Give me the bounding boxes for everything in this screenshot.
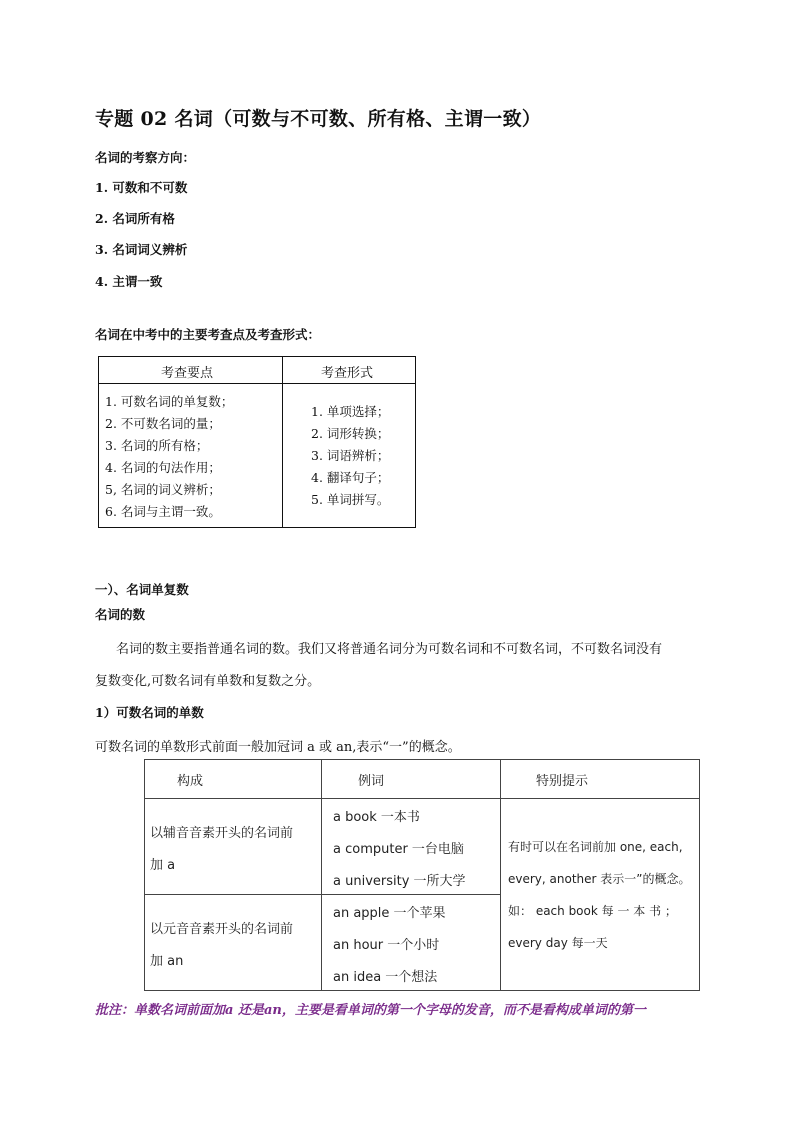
paragraph-line: 名词的数主要指普通名词的数。我们又将普通名词分为可数名词和不可数名词，不可数名词没有: [116, 642, 663, 657]
exam-point: 2. 不可数名词的量；: [105, 416, 221, 431]
exam-table-header-points: 考查要点: [161, 366, 214, 381]
exam-form: 3. 词语辨析；: [311, 448, 390, 463]
exam-form: 4. 翻译句子；: [311, 470, 390, 485]
table-header-tips: 特别提示: [536, 774, 589, 789]
section-heading: 一）、名词单复数: [95, 582, 189, 597]
tip-line: 有时可以在名词前加 one, each,: [508, 840, 683, 854]
exam-table: [98, 356, 416, 528]
exam-form: 1. 单项选择；: [311, 404, 390, 419]
example-cell: an hour 一个小时: [333, 938, 440, 953]
article-table: [144, 759, 700, 991]
exam-point: 4. 名词的句法作用；: [105, 460, 221, 475]
intro-item: 4. 主谓一致: [95, 274, 163, 289]
table-divider: [282, 357, 283, 527]
example-cell: an apple 一个苹果: [333, 906, 446, 921]
table-border: [144, 759, 145, 991]
table-header-examples: 例词: [358, 774, 385, 789]
rule-cell: 以元音音素开头的名词前: [150, 922, 294, 937]
example-cell: a book 一本书: [333, 810, 420, 825]
table-border: [699, 759, 700, 991]
exam-form: 5. 单词拼写。: [311, 492, 390, 507]
tip-line: every day 每一天: [508, 936, 608, 950]
intro-item: 2. 名词所有格: [95, 211, 175, 226]
page-title: 专题 02 名词（可数与不可数、所有格、主谓一致）: [95, 108, 542, 130]
table-header-structure: 构成: [177, 774, 204, 789]
annotation-note: 批注：单数名词前面加a 还是an，主要是看单词的第一个字母的发音，而不是看构成单词的第一: [95, 1003, 646, 1018]
example-cell: an idea 一个想法: [333, 970, 438, 985]
exam-point: 3. 名词的所有格；: [105, 438, 209, 453]
table-border: [144, 990, 700, 991]
rule-cell: 加 an: [150, 954, 184, 969]
example-cell: a computer 一台电脑: [333, 842, 464, 857]
section-subheading: 名词的数: [95, 607, 146, 622]
rule-cell: 加 a: [150, 858, 176, 873]
paragraph-line: 复数变化,可数名词有单数和复数之分。: [95, 674, 321, 689]
intro-item: 3. 名词词义辨析: [95, 242, 188, 257]
intro-item: 1. 可数和不可数: [95, 180, 188, 195]
table-border: [321, 759, 322, 991]
table-border: [144, 894, 500, 895]
subsection-heading: 1）可数名词的单数: [95, 705, 204, 720]
tip-line: 如： each book 每 一 本 书 ；: [508, 904, 677, 918]
exam-table-header-forms: 考查形式: [321, 366, 374, 381]
table-border: [500, 759, 501, 991]
table-border: [144, 759, 700, 760]
exam-form: 2. 词形转换；: [311, 426, 390, 441]
exam-point: 5, 名词的词义辨析；: [105, 482, 221, 497]
intro-heading: 名词的考察方向：: [95, 150, 196, 165]
tip-line: every, another 表示一”的概念。: [508, 872, 691, 886]
exam-point: 1. 可数名词的单复数；: [105, 394, 234, 409]
exam-heading: 名词在中考中的主要考查点及考查形式：: [95, 327, 321, 342]
exam-point: 6. 名词与主谓一致。: [105, 504, 221, 519]
rule-cell: 以辅音音素开头的名词前: [150, 826, 294, 841]
subsection-text: 可数名词的单数形式前面一般加冠词 a 或 an,表示“一”的概念。: [95, 740, 461, 755]
table-border: [144, 798, 700, 799]
example-cell: a university 一所大学: [333, 874, 466, 889]
